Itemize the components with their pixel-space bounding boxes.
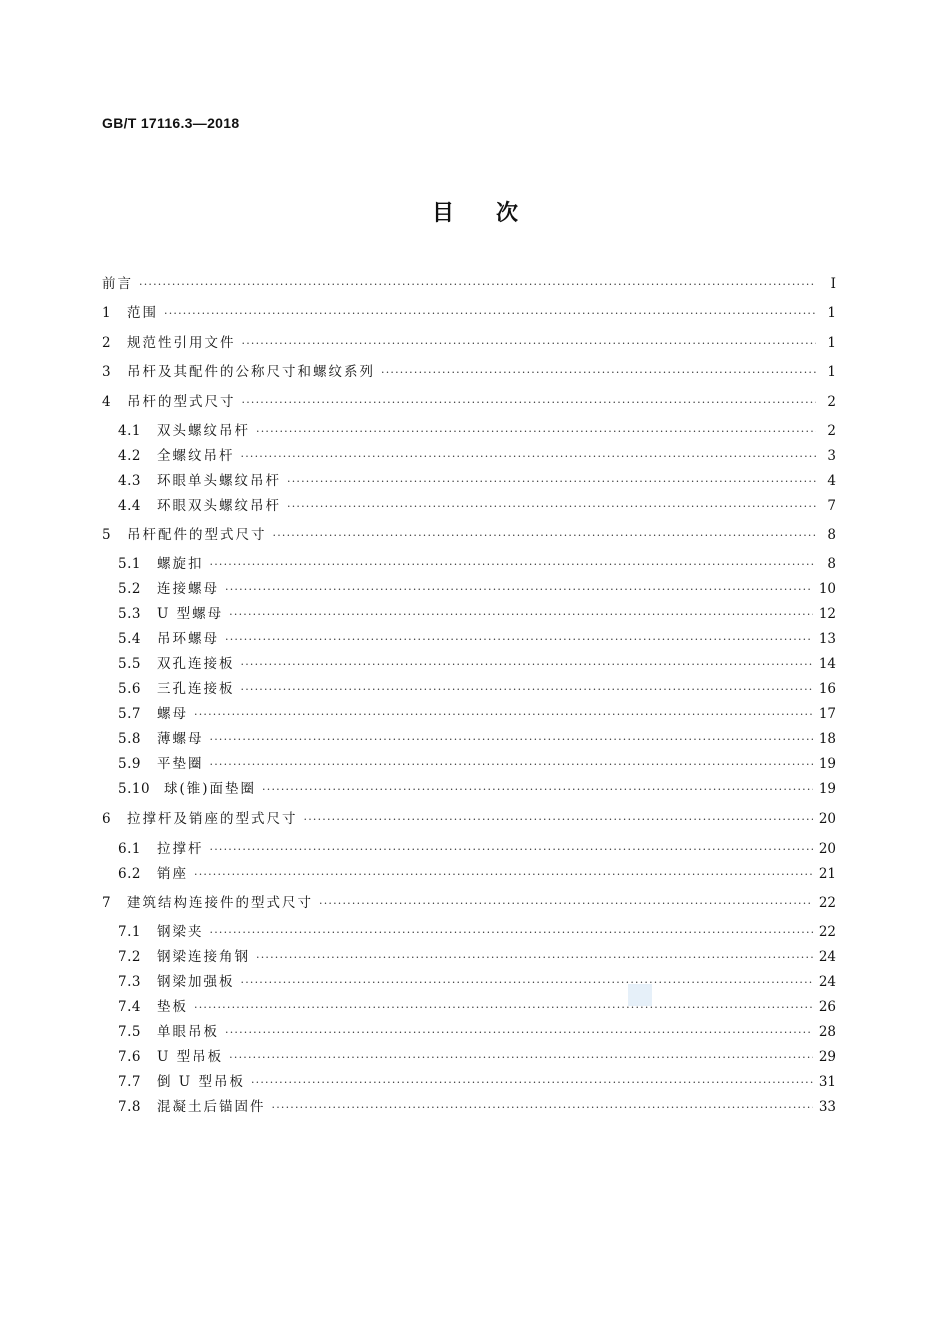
toc-entry-label: 环眼双头螺纹吊杆 — [157, 498, 281, 514]
toc-entry[interactable] — [102, 275, 836, 293]
toc-entry[interactable] — [118, 705, 836, 723]
toc-entry[interactable] — [118, 923, 836, 941]
watermark-mark — [628, 984, 652, 1006]
toc-entry-page: 8 — [827, 527, 836, 543]
toc-dot-leader — [210, 756, 813, 774]
toc-entry-label: 销座 — [157, 866, 188, 882]
toc-entry-page: 22 — [818, 895, 836, 911]
toc-entry-page: 18 — [818, 731, 836, 747]
toc-entry-page: 2 — [827, 394, 836, 410]
toc-entry-page: 31 — [818, 1074, 836, 1090]
toc-entry[interactable] — [118, 680, 836, 698]
toc-entry-number: 5.2 — [118, 581, 141, 597]
toc-entry-page: 8 — [827, 556, 836, 572]
toc-entry-page: 29 — [818, 1049, 836, 1065]
toc-entry-number: 7.4 — [118, 999, 141, 1015]
toc-dot-leader — [225, 631, 813, 649]
toc-dot-leader — [164, 305, 816, 323]
toc-entry-label: U 型螺母 — [157, 606, 224, 622]
toc-entry-number: 7.5 — [118, 1024, 141, 1040]
toc-entry-page: 16 — [818, 681, 836, 697]
toc-dot-leader — [272, 1099, 813, 1117]
toc-entry[interactable] — [118, 973, 836, 991]
toc-entry-page: 22 — [818, 924, 836, 940]
toc-entry-number: 5 — [102, 527, 112, 543]
toc-dot-leader — [304, 811, 813, 829]
toc-entry[interactable] — [118, 730, 836, 748]
toc-dot-leader — [210, 924, 813, 942]
toc-entry-number: 5.8 — [118, 731, 141, 747]
toc-entry-label: 垫板 — [157, 999, 188, 1015]
toc-entry-label: 平垫圈 — [157, 756, 204, 772]
toc-entry[interactable] — [102, 363, 836, 381]
toc-entry-page: 28 — [818, 1024, 836, 1040]
toc-entry-label: 建筑结构连接件的型式尺寸 — [127, 895, 313, 911]
toc-entry-page: 20 — [818, 841, 836, 857]
toc-entry-number: 5.10 — [118, 781, 151, 797]
toc-dot-leader — [381, 364, 816, 382]
toc-dot-leader — [194, 866, 813, 884]
toc-entry[interactable] — [118, 630, 836, 648]
toc-entry-page: 2 — [827, 423, 836, 439]
toc-dot-leader — [210, 556, 817, 574]
toc-entry[interactable] — [118, 655, 836, 673]
toc-entry-label: 吊杆配件的型式尺寸 — [127, 527, 267, 543]
toc-entry-number: 4.4 — [118, 498, 141, 514]
toc-entry[interactable] — [118, 840, 836, 858]
toc-entry-number: 5.6 — [118, 681, 141, 697]
toc-entry-page: Ⅰ — [830, 276, 836, 292]
toc-dot-leader — [229, 606, 813, 624]
toc-dot-leader — [210, 841, 813, 859]
toc-entry[interactable] — [118, 497, 836, 515]
toc-entry-number: 3 — [102, 364, 112, 380]
toc-entry-number: 2 — [102, 335, 112, 351]
toc-entry[interactable] — [118, 422, 836, 440]
toc-entry-label: 全螺纹吊杆 — [157, 448, 235, 464]
toc-dot-leader — [262, 781, 813, 799]
toc-entry-page: 17 — [818, 706, 836, 722]
toc-entry[interactable] — [118, 472, 836, 490]
toc-entry[interactable] — [102, 810, 836, 828]
page-title: 目次 — [431, 201, 560, 226]
toc-entry-number: 4.3 — [118, 473, 141, 489]
toc-entry-number: 4.2 — [118, 448, 141, 464]
toc-dot-leader — [251, 1074, 813, 1092]
toc-entry-page: 12 — [818, 606, 836, 622]
toc-entry-page: 20 — [818, 811, 836, 827]
toc-dot-leader — [139, 276, 816, 294]
toc-entry-page: 4 — [827, 473, 836, 489]
toc-entry-number: 5.5 — [118, 656, 141, 672]
toc-entry-label: U 型吊板 — [157, 1049, 224, 1065]
toc-entry[interactable] — [118, 447, 836, 465]
toc-entry-label: 规范性引用文件 — [127, 335, 236, 351]
toc-entry-number: 5.4 — [118, 631, 141, 647]
toc-entry-label: 三孔连接板 — [157, 681, 235, 697]
toc-entry-number: 5.1 — [118, 556, 141, 572]
toc-entry-label: 双孔连接板 — [157, 656, 235, 672]
toc-dot-leader — [210, 731, 813, 749]
toc-entry-page: 19 — [818, 781, 836, 797]
toc-entry-label: 混凝土后锚固件 — [157, 1099, 266, 1115]
toc-dot-leader — [241, 656, 813, 674]
toc-entry[interactable] — [118, 865, 836, 883]
toc-entry-number: 7.7 — [118, 1074, 141, 1090]
toc-entry-label: 钢梁加强板 — [157, 974, 235, 990]
toc-entry[interactable] — [118, 998, 836, 1016]
toc-entry[interactable] — [118, 605, 836, 623]
toc-dot-leader — [256, 949, 813, 967]
toc-dot-leader — [194, 706, 813, 724]
toc-entry-label: 钢梁连接角钢 — [157, 949, 250, 965]
toc-entry-number: 7.1 — [118, 924, 141, 940]
toc-entry[interactable] — [102, 894, 836, 912]
toc-dot-leader — [194, 999, 813, 1017]
toc-entry-label: 薄螺母 — [157, 731, 204, 747]
toc-dot-leader — [273, 527, 817, 545]
toc-entry-label: 吊杆及其配件的公称尺寸和螺纹系列 — [127, 364, 375, 380]
toc-entry-label: 前言 — [102, 276, 133, 292]
toc-entry[interactable] — [118, 580, 836, 598]
toc-entry-number: 5.7 — [118, 706, 141, 722]
toc-entry[interactable] — [118, 948, 836, 966]
toc-entry-label: 双头螺纹吊杆 — [157, 423, 250, 439]
toc-entry-label: 范围 — [127, 305, 158, 321]
standard-code: GB/T 17116.3—2018 — [102, 115, 240, 131]
toc-entry[interactable] — [118, 780, 836, 798]
toc-entry[interactable] — [102, 393, 836, 411]
toc-entry[interactable] — [102, 304, 836, 322]
toc-dot-leader — [242, 335, 817, 353]
toc-entry-label: 拉撑杆及销座的型式尺寸 — [127, 811, 298, 827]
toc-entry-page: 3 — [827, 448, 836, 464]
toc-entry-page: 26 — [818, 999, 836, 1015]
toc-dot-leader — [256, 423, 816, 441]
toc-dot-leader — [241, 974, 813, 992]
toc-entry[interactable] — [118, 755, 836, 773]
toc-entry-label: 环眼单头螺纹吊杆 — [157, 473, 281, 489]
toc-entry-number: 7.8 — [118, 1099, 141, 1115]
toc-entry[interactable] — [118, 1073, 836, 1091]
toc-entry[interactable] — [118, 555, 836, 573]
toc-entry-page: 1 — [827, 335, 836, 351]
toc-dot-leader — [319, 895, 813, 913]
toc-entry[interactable] — [102, 334, 836, 352]
toc-entry-page: 24 — [818, 949, 836, 965]
toc-entry-label: 拉撑杆 — [157, 841, 204, 857]
toc-entry-label: 连接螺母 — [157, 581, 219, 597]
toc-entry-page: 10 — [818, 581, 836, 597]
toc-dot-leader — [242, 394, 817, 412]
toc-entry[interactable] — [118, 1048, 836, 1066]
toc-entry[interactable] — [118, 1098, 836, 1116]
toc-entry-label: 球(锥)面垫圈 — [164, 781, 257, 797]
toc-entry-label: 吊环螺母 — [157, 631, 219, 647]
toc-entry-page: 33 — [818, 1099, 836, 1115]
toc-dot-leader — [225, 581, 813, 599]
toc-entry-number: 7.2 — [118, 949, 141, 965]
toc-entry-page: 1 — [827, 364, 836, 380]
toc-dot-leader — [229, 1049, 813, 1067]
toc-entry-label: 倒 U 型吊板 — [157, 1074, 245, 1090]
toc-entry-page: 21 — [818, 866, 836, 882]
toc-dot-leader — [241, 448, 817, 466]
toc-entry-label: 单眼吊板 — [157, 1024, 219, 1040]
toc-entry-page: 1 — [827, 305, 836, 321]
toc-entry[interactable] — [102, 526, 836, 544]
toc-entry-page: 19 — [818, 756, 836, 772]
toc-entry-page: 7 — [827, 498, 836, 514]
toc-dot-leader — [287, 473, 816, 491]
toc-entry-number: 7 — [102, 895, 112, 911]
toc-entry-number: 5.3 — [118, 606, 141, 622]
toc-entry-label: 钢梁夹 — [157, 924, 204, 940]
toc-entry-label: 螺母 — [157, 706, 188, 722]
toc-entry-number: 4.1 — [118, 423, 141, 439]
toc-entry-label: 吊杆的型式尺寸 — [127, 394, 236, 410]
toc-entry-page: 24 — [818, 974, 836, 990]
toc-entry-number: 4 — [102, 394, 112, 410]
toc-dot-leader — [287, 498, 816, 516]
toc-dot-leader — [241, 681, 813, 699]
toc-entry-number: 1 — [102, 305, 112, 321]
toc-entry-number: 6 — [102, 811, 112, 827]
toc-entry-number: 6.2 — [118, 866, 141, 882]
toc-entry-page: 14 — [818, 656, 836, 672]
toc-entry-number: 7.6 — [118, 1049, 141, 1065]
toc-entry-number: 7.3 — [118, 974, 141, 990]
toc-entry-page: 13 — [818, 631, 836, 647]
toc-entry-label: 螺旋扣 — [157, 556, 204, 572]
toc-entry-number: 5.9 — [118, 756, 141, 772]
toc-dot-leader — [225, 1024, 813, 1042]
toc-entry[interactable] — [118, 1023, 836, 1041]
toc-entry-number: 6.1 — [118, 841, 141, 857]
